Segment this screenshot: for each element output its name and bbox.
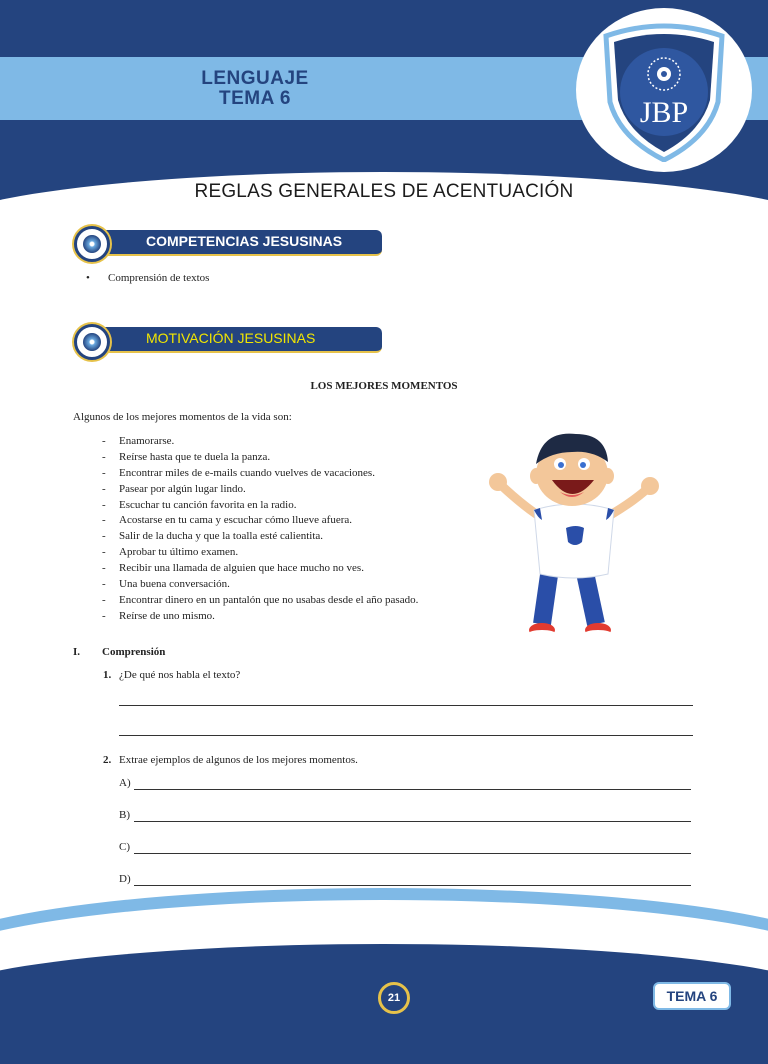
list-item: - Pasear por algún lugar lindo. [102,482,246,495]
happy-kid-illustration [484,428,664,648]
tema-badge: TEMA 6 [653,982,731,1010]
option-a-label: A) [119,777,131,789]
competencias-section-bar [86,230,382,256]
competencia-item: • Comprensión de textos [86,272,210,284]
subject-heading [160,69,350,109]
school-shield-logo [596,22,732,162]
list-item: - Acostarse en tu cama y escuchar cómo llueve afuera. [102,514,353,527]
list-item: - Salir de la ducha y que la toalla esté calientita. [102,530,324,543]
option-a-answer-line[interactable] [134,789,691,790]
list-item: - Enamorarse. [102,435,175,447]
moments-list [102,434,418,625]
option-d-label: D) [119,873,131,885]
section-heading: I. Comprensión [73,646,166,658]
motivacion-bullet-icon [74,324,110,360]
topic-name: TEMA 6 [219,88,291,109]
page-title: REGLAS GENERALES DE ACENTUACIÓN [194,181,574,202]
option-d-answer-line[interactable] [134,885,691,886]
option-b-answer-line[interactable] [134,821,691,822]
option-c-answer-line[interactable] [134,853,691,854]
list-item: - Escuchar tu canción favorita en la radio. [102,498,297,511]
list-item: - Una buena conversación. [102,578,230,591]
option-c-label: C) [119,841,130,853]
list-item: - Reírse de uno mismo. [102,609,215,622]
page-number: 21 [378,982,410,1014]
list-item: - Reírse hasta que te duela la panza. [102,450,271,463]
reading-title: LOS MEJORES MOMENTOS [310,380,458,392]
question-2: 2. Extrae ejemplos de algunos de los mejores momentos. [103,754,358,766]
answer-line[interactable] [119,735,693,736]
reading-intro: Algunos de los mejores momentos de la vida son: [73,411,292,423]
motivacion-heading: MOTIVACIÓN JESUSINAS [146,330,316,346]
list-item: - Encontrar miles de e-mails cuando vuelves de vacaciones. [102,466,375,479]
list-item: - Aprobar tu último examen. [102,546,239,559]
bullet-icon: • [86,272,90,284]
option-b-label: B) [119,809,130,821]
competencias-bullet-icon [74,226,110,262]
motivacion-section-bar [86,327,382,353]
subject-name: LENGUAJE [201,68,309,89]
answer-line[interactable] [119,705,693,706]
competencias-heading: COMPETENCIAS JESUSINAS [146,233,343,249]
list-item: - Encontrar dinero en un pantalón que no usabas desde el año pasado. [102,593,419,606]
logo-text: JBP [639,96,689,129]
question-1: 1. ¿De qué nos habla el texto? [103,669,241,681]
list-item: - Recibir una llamada de alguien que hace mucho no ves. [102,562,364,575]
